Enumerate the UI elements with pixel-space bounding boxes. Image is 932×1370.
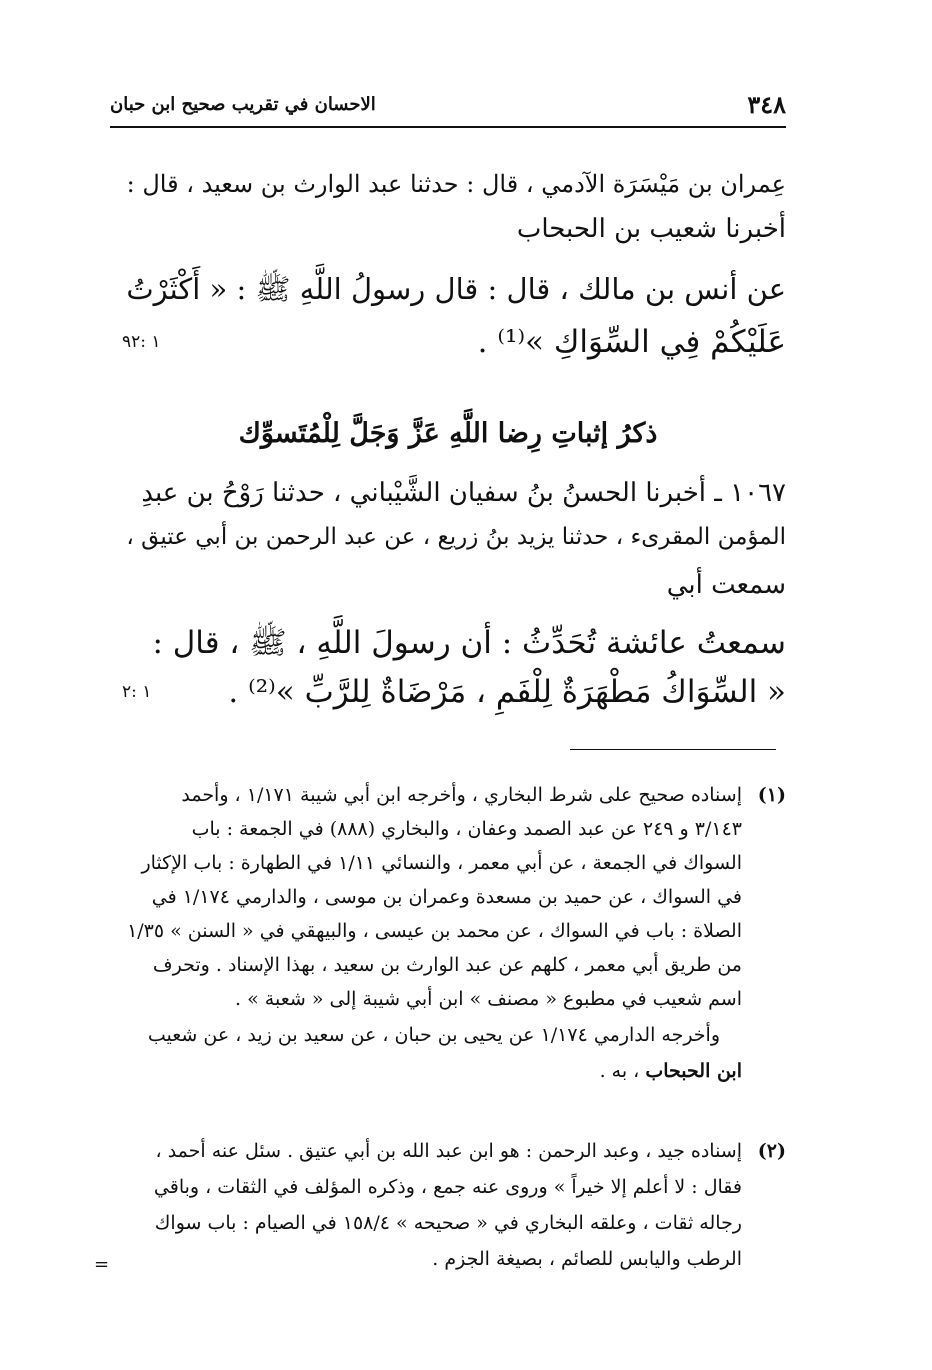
isnad-2-line-1: ١٠٦٧ ـ أخبرنا الحسنُ بنُ سفيان الشَّيْباني ، حدثنا رَوْحُ بن عبدِ — [141, 478, 786, 508]
isnad-2-line-3: سمعت أبي — [666, 570, 786, 600]
footnote-1-line-9 — [600, 1060, 742, 1082]
footnote-1-line-4: في السواك ، عن حميد بن مسعدة وعمران بن موسى ، والدارمي ١/١٧٤ في — [151, 886, 742, 908]
page-number: ٣٤٨ — [747, 90, 786, 119]
hadith-1-line-1: عن أنس بن مالك ، قال : قال رسولُ اللَّهِ ﷺ : « أَكْثَرْتُ — [126, 272, 786, 306]
running-header — [110, 88, 786, 128]
footnote-separator — [570, 749, 776, 750]
footnote-2-line-2: فقال : لا أعلم إلا خيراً » وروى عنه جمع ، وذكره المؤلف في الثقات ، وباقي — [153, 1176, 742, 1198]
footnote-2-line-4: الرطب واليابس للصائم ، بصيغة الجزم . — [432, 1248, 742, 1270]
hadith-2-line-1: سمعتُ عائشة تُحَدِّثُ : أن رسولَ اللَّهِ ، ﷺ ، قال : — [152, 625, 786, 661]
book-title: الاحسان في تقريب صحيح ابن حبان — [110, 94, 376, 115]
footnote-1-line-2: ٣/١٤٣ و ٢٤٩ عن عبد الصمد وعفان ، والبخاري (٨٨٨) في الجمعة : باب — [191, 818, 742, 840]
footnote-1-line-7: اسم شعيب في مطبوع « مصنف » ابن أبي شيبة إلى « شعبة » . — [235, 988, 742, 1010]
hadith-2-reference: ١ :٢ — [122, 682, 152, 702]
isnad-1-line-1: عِمران بن مَيْسَرَة الآدمي ، قال : حدثنا عبد الوارث بن سعيد ، قال : — [126, 170, 786, 198]
footnote-1-line-1: إسناده صحيح على شرط البخاري ، وأخرجه ابن أبي شيبة ١/١٧١ ، وأحمد — [181, 784, 742, 806]
hadith-2-line-2: « السِّوَاكُ مَطْهَرَةٌ لِلْفَمِ ، مَرْضَاةٌ لِلرَّبِّ »⁽²⁾ . — [228, 674, 786, 710]
footnote-1-mark: (١) — [757, 784, 786, 806]
section-heading: ذكرُ إثباتِ رِضا اللَّهِ عَزَّ وَجَلَّ لِلْمُتَسوِّك — [238, 418, 658, 449]
footnote-2-line-1: إسناده جيد ، وعبد الرحمن : هو ابن عبد الله بن أبي عتيق . سئل عنه أحمد ، — [155, 1140, 742, 1162]
isnad-1-line-2: أخبرنا شعيب بن الحبحاب — [516, 214, 786, 244]
footnote-2-line-3: رجاله ثقات ، وعلقه البخاري في « صحيحه » ١٥٨/٤ في الصيام : باب سواك — [154, 1212, 742, 1234]
footnote-1-line-6: من طريق أبي معمر ، كلهم عن عبد الوارث بن سعيد ، بهذا الإسناد . وتحرف — [152, 954, 742, 976]
footnote-2-mark: (٢) — [757, 1140, 786, 1162]
hadith-1-reference: ١ :٩٢ — [122, 332, 161, 352]
footnote-1-line-3: السواك في الجمعة ، عن أبي معمر ، والنسائي ١/١١ في الطهارة : باب الإكثار — [141, 852, 742, 874]
footnote-1-line-8: وأخرجه الدارمي ١/١٧٤ عن يحيى بن حبان ، عن سعيد بن زيد ، عن شعيب — [147, 1024, 720, 1046]
isnad-2-line-2: المؤمن المقرىء ، حدثنا يزيد بنُ زريع ، عن عبد الرحمن بن أبي عتيق ، — [126, 524, 786, 550]
footnote-1-line-5: الصلاة : باب في السواك ، عن محمد بن عيسى ، والبيهقي في « السنن » ١/٣٥ — [127, 920, 742, 942]
footnote-1-bold-name: ابن الحبحاب — [645, 1060, 742, 1082]
footnote-1-line-9-rest: ، به . — [599, 1060, 646, 1082]
hadith-1-line-2: عَلَيْكُمْ فِي السِّوَاكِ »⁽¹⁾ . — [477, 324, 786, 360]
margin-continuation-mark: = — [94, 1254, 110, 1275]
